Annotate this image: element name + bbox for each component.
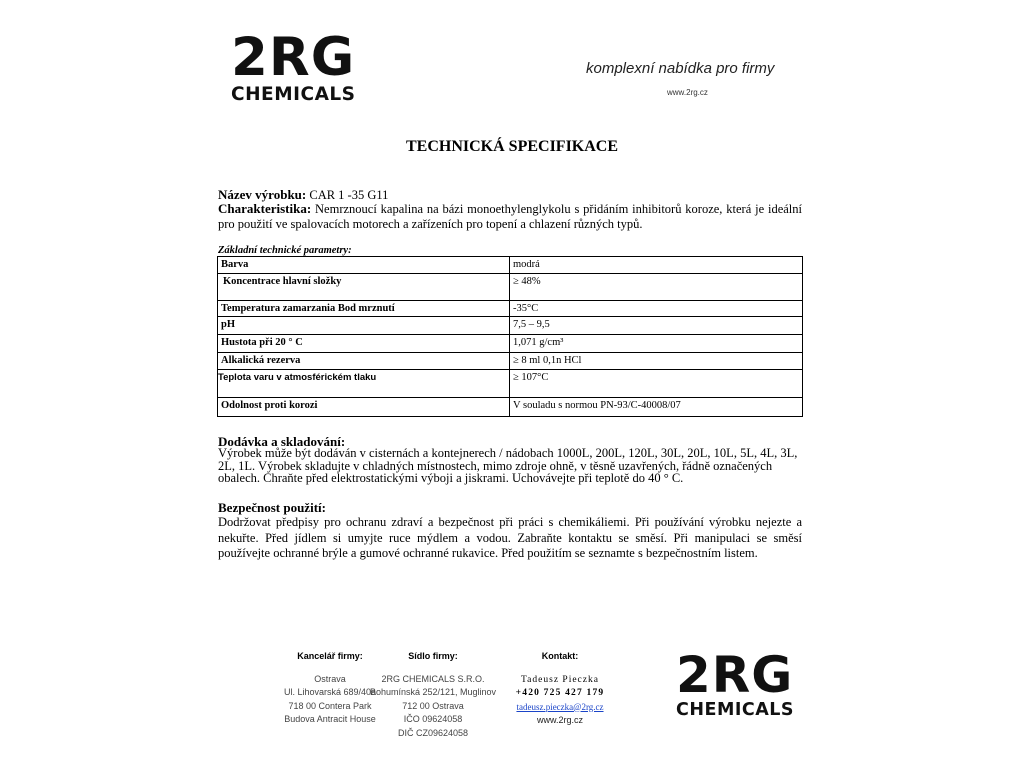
logo-sub-text: CHEMICALS: [231, 84, 356, 105]
tagline: komplexní nabídka pro firmy: [586, 60, 775, 77]
param-key: Teplota varu v atmosférickém tlaku: [218, 370, 510, 398]
spec-table: [217, 256, 803, 417]
document-title: TECHNICKÁ SPECIFIKACE: [405, 138, 619, 155]
table-row: [218, 301, 803, 317]
param-value: ≥ 107°C: [510, 370, 803, 398]
office-line: Ul. Lihovarská 689/40a: [283, 687, 377, 697]
param-key: Alkalická rezerva: [218, 353, 510, 370]
hq-heading: Sídlo firmy:: [408, 651, 458, 661]
safety-text: Dodržovat předpisy pro ochranu zdraví a bezpečnost při práci s chemikáliemi. Při používání výrobku nejezte a nekuřte. Před jídlem si umyjte ruce mýdlem a vodou. Zabraňte kontaktu se směsí. Při manipulaci se směsí používejte ochranné brýle a gumové ochranné rukavice. Před použitím se seznamte s bezpečnostním listem.: [218, 515, 802, 560]
hq-line: Bohumínská 252/121, Muglinov: [369, 687, 497, 697]
footer-logo: [676, 646, 795, 720]
table-row: [218, 257, 803, 274]
table-row: [218, 370, 803, 398]
param-value: 7,5 – 9,5: [510, 317, 803, 335]
param-key: Koncentrace hlavní složky: [218, 274, 510, 301]
param-key: Hustota při 20 ° C: [218, 335, 510, 353]
characteristics-value: Nemrznoucí kapalina na bázi monoethylenglykolu s přidáním inhibitorů koroze, která je ideální pro použití ve spalovacích motorech a zařízeních pro topení a chlazení různých typů.: [218, 202, 802, 231]
footer-logo-main-text: 2RG: [676, 646, 794, 704]
params-label: Základní technické parametry:: [218, 245, 352, 256]
office-line: Budova Antracit House: [284, 714, 376, 724]
office-heading: Kancelář firmy:: [297, 651, 363, 661]
contact-website: www.2rg.cz: [536, 715, 583, 725]
delivery-text: Výrobek může být dodáván v cisternách a kontejnerech / nádobach 1000L, 200L, 120L, 30L, 20L, 10L, 5L, 4L, 3L, 2L, 1L. Výrobek skladujte v chladných místnostech, mimo zdroje ohně, v těsně uzavřených, řádně označených obalech. Chraňte před elektrostatickými výboji a jiskrami. Uchovávejte při teplotě do 40 ° C.: [218, 446, 798, 485]
param-key: Odolnost proti korozi: [218, 398, 510, 417]
hq-line: 712 00 Ostrava: [402, 700, 464, 711]
contact-email-link[interactable]: tadeusz.pieczka@2rg.cz: [516, 701, 604, 712]
product-characteristics: [218, 201, 802, 232]
contact-heading: Kontakt:: [541, 651, 579, 661]
param-value: modrá: [510, 257, 803, 274]
table-row: [218, 335, 803, 353]
table-row: [218, 274, 803, 301]
footer-headquarters: [368, 650, 498, 740]
product-name-label: Název výrobku:: [218, 187, 307, 202]
office-line: Ostrava: [314, 673, 346, 684]
table-row: [218, 317, 803, 335]
hq-line: 2RG CHEMICALS S.R.O.: [381, 673, 485, 684]
header-website: www.2rg.cz: [667, 88, 708, 97]
company-logo: [231, 27, 356, 105]
footer-contact: [505, 650, 615, 728]
param-value: 1,071 g/cm³: [510, 335, 803, 353]
contact-phone: +420 725 427 179: [515, 688, 605, 698]
param-value: V souladu s normou PN-93/C-40008/07: [510, 398, 803, 417]
safety-title: Bezpečnost použití:: [218, 500, 326, 515]
logo-main-text: 2RG: [231, 27, 356, 88]
contact-person: Tadeusz Pieczka: [521, 674, 599, 685]
hq-line: DIČ CZ09624058: [397, 727, 469, 738]
param-key: Temperatura zamarzania Bod mrznutí: [218, 301, 510, 317]
table-row: [218, 398, 803, 417]
param-value: -35°C: [510, 301, 803, 317]
delivery-title: Dodávka a skladování:: [218, 434, 346, 449]
param-value: ≥ 8 ml 0,1n HCl: [510, 353, 803, 370]
param-key: pH: [218, 317, 510, 335]
product-name-value: CAR 1 -35 G11: [306, 188, 389, 202]
characteristics-label: Charakteristika:: [218, 201, 312, 216]
param-value: ≥ 48%: [510, 274, 803, 301]
hq-line: IČO 09624058: [403, 714, 463, 724]
office-line: 718 00 Contera Park: [288, 700, 372, 711]
param-key: Barva: [218, 257, 510, 274]
footer-logo-sub-text: CHEMICALS: [676, 700, 795, 720]
table-row: [218, 353, 803, 370]
